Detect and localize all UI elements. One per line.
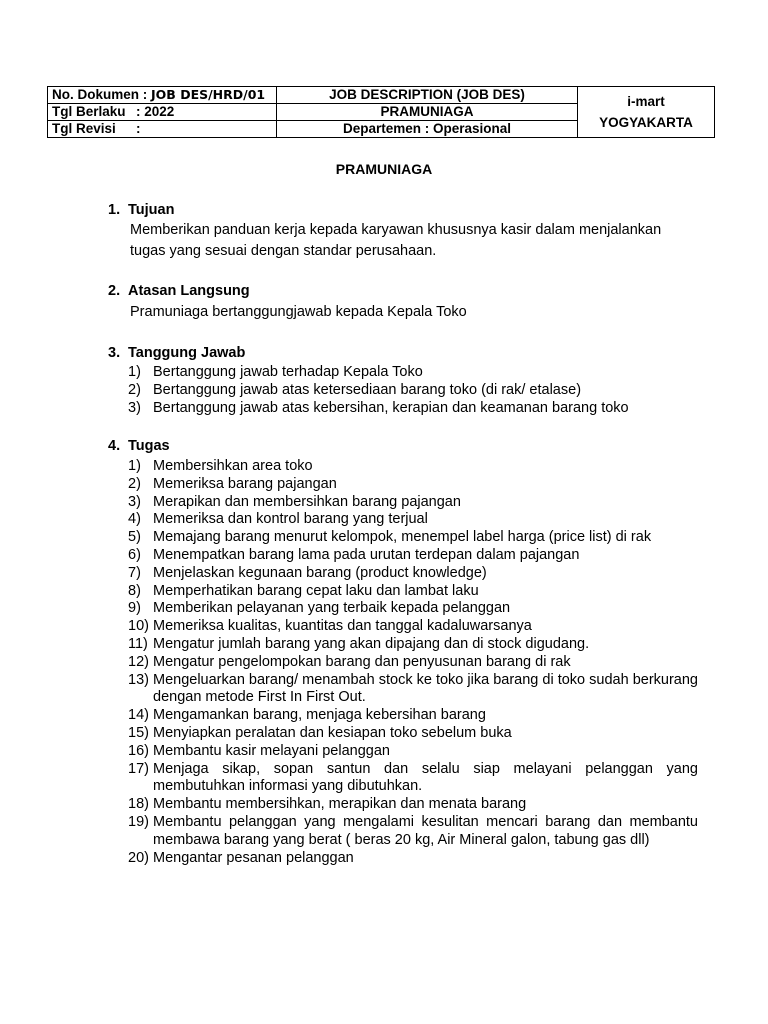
section-tujuan-text: Memberikan panduan kerja kepada karyawan khususnya kasir dalam menjalankan tugas yang sesuai dengan standar perusahaan. [130, 222, 662, 259]
tugas-item [108, 458, 698, 476]
list-item-number: 3) [128, 493, 141, 510]
list-item-text: Menjaga sikap, sopan santun dan selalu siap melayani pelanggan yang membutuhkan informasi yang dibutuhkan. [153, 760, 698, 795]
tanggung-jawab-list [108, 364, 698, 417]
list-item-text: Mengamankan barang, menjaga kebersihan barang [153, 707, 486, 724]
tugas-item [108, 511, 698, 529]
list-item-text: Memajang barang menurut kelompok, menempel label harga (price list) di rak [153, 529, 652, 546]
section-tanggung-jawab-heading [108, 345, 245, 361]
list-item-text: Bertanggung jawab terhadap Kepala Toko [153, 364, 423, 380]
tugas-item [108, 600, 698, 618]
doc-number-value: JOB DES/HRD/01 [151, 87, 266, 102]
list-item-text: Membantu kasir melayani pelanggan [153, 742, 390, 759]
effective-date-label: Tgl Berlaku [52, 104, 126, 119]
list-item-text: Mengatur pengelompokan barang dan penyusunan barang di rak [153, 653, 571, 670]
effective-date-value: : 2022 [136, 104, 175, 119]
list-item-text: Menempatkan barang lama pada urutan terdepan dalam pajangan [153, 546, 580, 563]
list-item-text: Menjelaskan kegunaan barang (product knowledge) [153, 564, 487, 581]
section-title: Tugas [128, 438, 170, 454]
list-item-number: 11) [128, 635, 148, 652]
list-item-text: Memeriksa dan kontrol barang yang terjual [153, 511, 428, 528]
list-item-text: Memeriksa kualitas, kuantitas dan tanggal kadaluwarsanya [153, 618, 532, 635]
list-item-text: Merapikan dan membersihkan barang pajangan [153, 493, 461, 510]
effective-date-cell [48, 104, 277, 121]
list-item-number: 20) [128, 849, 149, 866]
tugas-item [108, 850, 698, 868]
tugas-item [108, 565, 698, 583]
document-title: PRAMUNIAGA [335, 161, 433, 177]
list-item-number: 8) [128, 582, 141, 599]
list-item-number: 16) [128, 742, 149, 759]
section-tujuan-heading [108, 202, 174, 218]
section-number: 1. [108, 202, 121, 218]
section-tugas-heading [108, 438, 170, 454]
tugas-item [108, 476, 698, 494]
tugas-item [108, 707, 698, 725]
tugas-item [108, 814, 698, 850]
list-item-number: 4) [128, 511, 141, 528]
company-name: i-mart [627, 94, 665, 109]
list-item-text: Membantu membersihkan, merapikan dan menata barang [153, 796, 527, 813]
section-number: 3. [108, 345, 121, 361]
tugas-item [108, 529, 698, 547]
list-item-number: 1) [128, 458, 141, 474]
header-department: Departemen : Operasional [277, 121, 578, 138]
tugas-item [108, 583, 698, 601]
list-item-text: Memeriksa barang pajangan [153, 475, 337, 492]
tugas-list [108, 458, 698, 867]
company-city: YOGYAKARTA [599, 115, 693, 130]
list-item-text: Membersihkan area toko [153, 458, 313, 474]
list-item-number: 14) [128, 707, 149, 724]
list-item-number: 18) [128, 796, 149, 813]
doc-number-label: No. Dokumen : [52, 87, 148, 102]
section-atasan-heading [108, 283, 250, 299]
tugas-item [108, 547, 698, 565]
section-title: Tujuan [128, 202, 175, 218]
list-item-text: Bertanggung jawab atas kebersihan, kerapian dan keamanan barang toko [153, 399, 629, 416]
list-item-text: Bertanggung jawab atas ketersediaan barang toko (di rak/ etalase) [153, 381, 582, 398]
section-title: Tanggung Jawab [128, 345, 246, 361]
section-atasan-text: Pramuniaga bertanggungjawab kepada Kepala Toko [130, 304, 467, 320]
list-item-number: 5) [128, 529, 141, 546]
list-item-text: Memberikan pelayanan yang terbaik kepada pelanggan [153, 600, 511, 617]
list-item-number: 10) [128, 618, 149, 635]
list-item-number: 12) [128, 653, 149, 670]
list-item-text: Mengeluarkan barang/ menambah stock ke toko jika barang di toko sudah berkurang dengan metode First In First Out. [153, 671, 698, 706]
tugas-item [108, 618, 698, 636]
revision-date-value: : [136, 121, 141, 136]
list-item-number: 7) [128, 564, 141, 581]
list-item-number: 9) [128, 600, 141, 617]
list-item-text: Mengatur jumlah barang yang akan dipajang dan di stock digudang. [153, 635, 590, 652]
document-header-table [47, 86, 715, 138]
tugas-item [108, 725, 698, 743]
company-cell [578, 87, 715, 138]
header-title-line1: JOB DESCRIPTION (JOB DES) [277, 87, 578, 104]
list-item-number: 1) [128, 364, 141, 380]
tugas-item [108, 636, 698, 654]
list-item-text: Menyiapkan peralatan dan kesiapan toko sebelum buka [153, 724, 512, 741]
doc-number-cell [48, 87, 277, 104]
list-item-number: 15) [128, 724, 149, 741]
header-title-line2: PRAMUNIAGA [277, 104, 578, 121]
list-item-text: Mengantar pesanan pelanggan [153, 849, 354, 866]
tugas-item [108, 796, 698, 814]
revision-date-cell [48, 121, 277, 138]
list-item-number: 17) [128, 760, 149, 777]
revision-date-label: Tgl Revisi [52, 121, 116, 136]
tugas-item [108, 494, 698, 512]
tugas-item [108, 654, 698, 672]
list-item-number: 19) [128, 813, 149, 830]
section-title: Atasan Langsung [128, 283, 250, 299]
section-number: 4. [108, 438, 121, 454]
list-item-number: 2) [128, 381, 141, 398]
tugas-item [108, 743, 698, 761]
tugas-item [108, 672, 698, 708]
list-item-number: 2) [128, 475, 141, 492]
list-item-text: Memperhatikan barang cepat laku dan lambat laku [153, 582, 479, 599]
tugas-item [108, 761, 698, 797]
tanggung-jawab-item [108, 382, 698, 400]
section-number: 2. [108, 283, 121, 299]
list-item-number: 3) [128, 399, 141, 416]
tanggung-jawab-item [108, 400, 698, 418]
list-item-number: 13) [128, 671, 149, 688]
list-item-text: Membantu pelanggan yang mengalami kesulitan mencari barang dan membantu membawa barang yang berat ( beras 20 kg, Air Mineral galon, tabung gas dll) [153, 813, 698, 848]
tanggung-jawab-item [108, 364, 698, 382]
list-item-number: 6) [128, 546, 141, 563]
